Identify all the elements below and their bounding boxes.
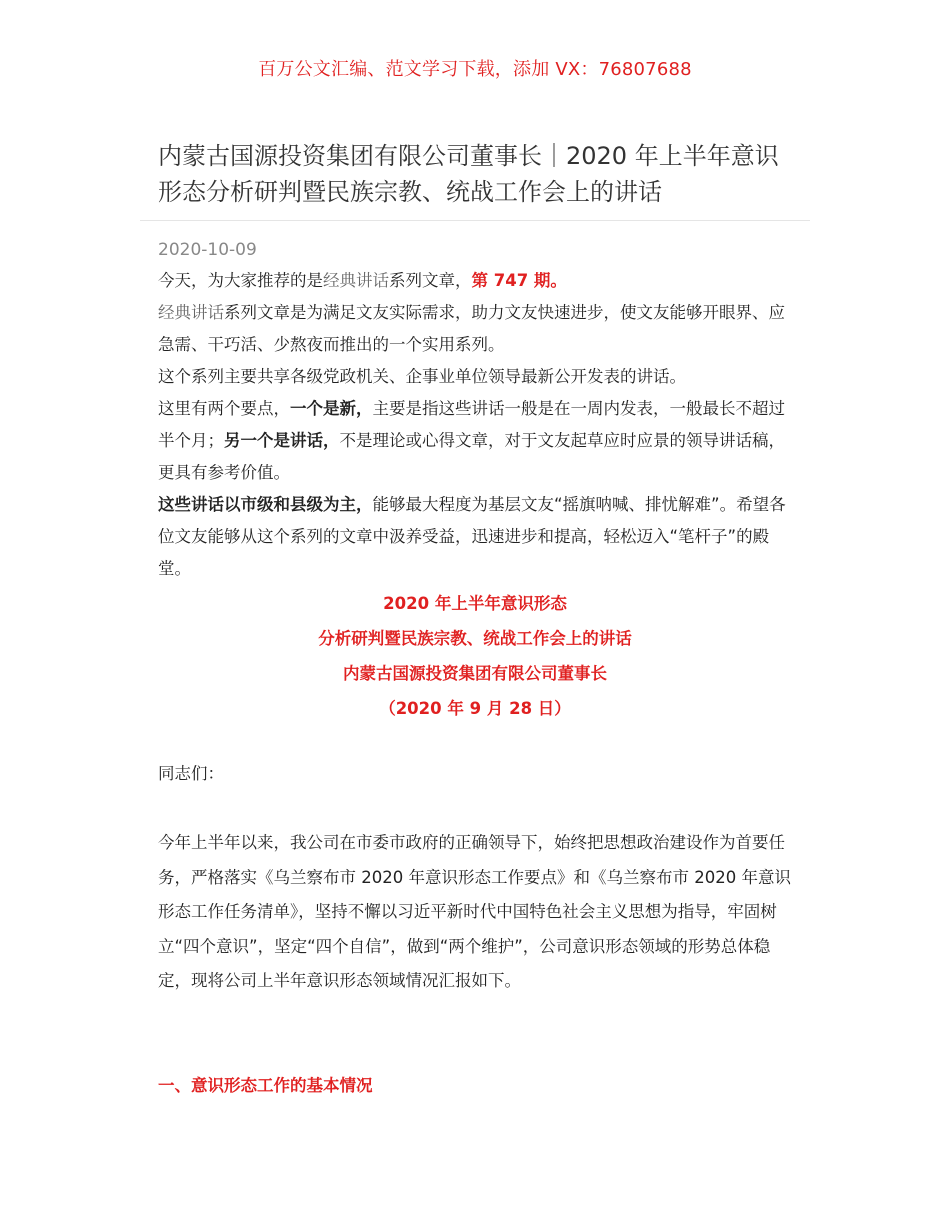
speech-title-line-1: 2020 年上半年意识形态 bbox=[383, 594, 567, 613]
speech-title-line-2: 分析研判暨民族宗教、统战工作会上的讲话 bbox=[318, 629, 632, 648]
body-paragraph: 今年上半年以来，我公司在市委市政府的正确领导下，始终把思想政治建设作为首要任务，严格落实《乌兰察布市 2020 年意识形态工作要点》和《乌兰察布市 2020 年意识形态工作任务清单》，坚持不懈以习近平新时代中国特色社会主义思想为指导，牢固树立“四个意识”，坚定“四个自信”，做到“两个维护”，公司意识形态领域的形势总体稳定，现将公司上半年意识形态领域情况汇报如下。 bbox=[158, 833, 791, 990]
intro-text: 系列文章是为满足文友实际需求，助力文友快速进步，使文友能够开眼界、应急需、干巧活、少熬夜而推出的一个实用系列。 bbox=[158, 303, 785, 354]
download-banner: 百万公文汇编、范文学习下载，添加 VX：76807688 bbox=[258, 59, 692, 80]
intro-text: 不是理论或心得文章，对于文友起草应时应景的领导讲话稿，更具有参考价值。 bbox=[158, 431, 785, 482]
key-point: 这些讲话以市级和县级为主， bbox=[158, 495, 373, 514]
intro-paragraph-4 bbox=[158, 393, 798, 489]
key-point: 一个是新， bbox=[290, 399, 373, 418]
issue-number: 第 747 期。 bbox=[471, 271, 567, 290]
intro-paragraph-2 bbox=[158, 297, 798, 361]
key-point: 另一个是讲话， bbox=[224, 431, 340, 450]
intro-text: 能够最大程度为基层文友“摇旗呐喊、排忧解难”。希望各位文友能够从这个系列的文章中汲养受益，迅速进步和提高，轻松迈入“笔杆子”的殿堂。 bbox=[158, 495, 786, 578]
series-name: 经典讲话 bbox=[158, 303, 224, 322]
series-intro bbox=[158, 265, 798, 585]
intro-paragraph-3: 这个系列主要共享各级党政机关、企事业单位领导最新公开发表的讲话。 bbox=[158, 367, 686, 386]
speaker-line: 内蒙古国源投资集团有限公司董事长 bbox=[343, 664, 607, 683]
intro-text: 今天，为大家推荐的是 bbox=[158, 271, 323, 290]
speech-header bbox=[158, 586, 792, 726]
title-divider bbox=[140, 220, 810, 221]
section-heading: 一、意识形态工作的基本情况 bbox=[158, 1076, 373, 1095]
series-name: 经典讲话 bbox=[323, 271, 389, 290]
intro-paragraph-1 bbox=[158, 265, 798, 297]
intro-paragraph-5 bbox=[158, 489, 798, 585]
article-title: 内蒙古国源投资集团有限公司董事长｜2020 年上半年意识形态分析研判暨民族宗教、统战工作会上的讲话 bbox=[158, 142, 779, 206]
salutation: 同志们： bbox=[158, 764, 224, 783]
intro-text: 系列文章， bbox=[389, 271, 472, 290]
intro-text: 主要是指这些讲话一般是在一周内发表，一般最长不超过半个月； bbox=[158, 399, 785, 450]
speech-date: （2020 年 9 月 28 日） bbox=[379, 699, 571, 718]
intro-text: 这里有两个要点， bbox=[158, 399, 290, 418]
publish-date: 2020-10-09 bbox=[158, 240, 257, 260]
